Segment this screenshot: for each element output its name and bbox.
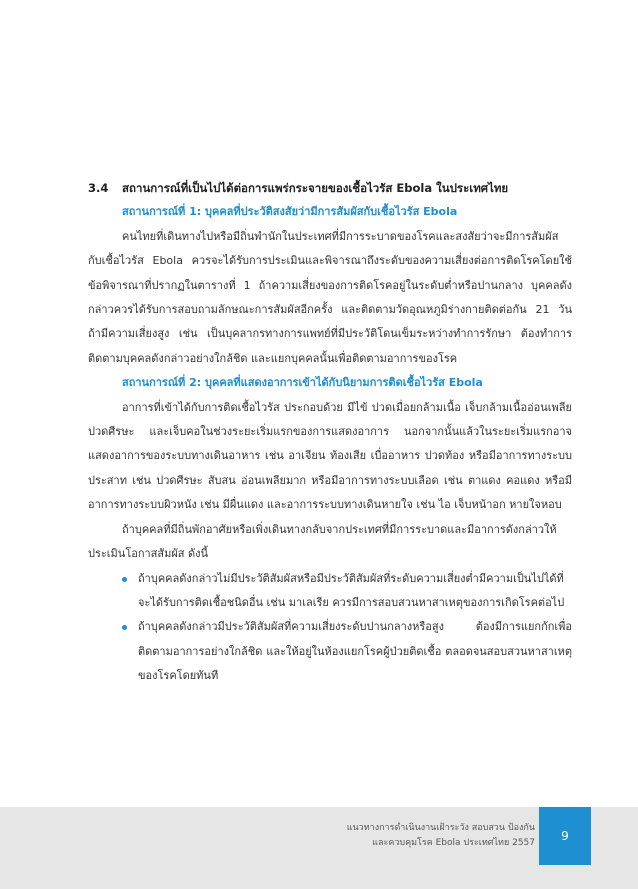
page-number: 9: [539, 807, 591, 865]
scenario-2-paragraph: อาการที่เข้าได้กับการติดเชื้อไวรัส ประกอบด้วย มีไข้ ปวดเมื่อยกล้ามเนื้อ เจ็บกล้ามเนื้ออ่อนเพลีย ปวดศีรษะ และเจ็บคอในช่วงระยะเริ่มแรกของการแสดงอาการ นอกจากนั้นแล้วในระยะเริ่มแรกอาจแสดงอาการของระบบทางเดินอาหาร เช่น อาเจียน ท้องเสีย เบื่ออาหาร ปวดท้อง หรือมีอาการทางระบบประสาท เช่น ปวดศีรษะ สับสน อ่อนเพลียมาก หรือมีอาการทางระบบเลือด เช่น ตาแดง คอแดง หรือมีอาการทางระบบผิวหนัง เช่น มีผื่นแดง และอาการระบบทางเดินหายใจ เช่น ไอ เจ็บหน้าอก หายใจหอบ: [88, 400, 572, 512]
scenario-2-title: สถานการณ์ที่ 2: บุคคลที่แสดงอาการเข้าได้กับนิยามการติดเชื้อไวรัส Ebola: [122, 376, 483, 390]
section-title: สถานการณ์ที่เป็นไปได้ต่อการแพร่กระจายของเชื้อไวรัส Ebola ในประเทศไทย: [122, 181, 509, 195]
scenario-2-intro: ถ้าบุคคลที่มีถิ่นพักอาศัยหรือเพิ่งเดินทางกลับจากประเทศที่มีการระบาดและมีอาการดังกล่าวให้ประเมินโอกาสสัมผัส ดังนี้: [88, 522, 557, 561]
scenario-1-paragraph: คนไทยที่เดินทางไปหรือมีถิ่นพำนักในประเทศที่มีการระบาดของโรคและสงสัยว่าจะมีการสัมผัสกับเชื้อไวรัส Ebola ควรจะได้รับการประเมินและพิจารณาถึงระดับของความเสี่ยงต่อการติดโรคโดยใช้ข้อพิจารณาที่ปรากฏในตารางที่ 1 ถ้าความเสี่ยงของการติดโรคอยู่ในระดับต่ำหรือปานกลาง บุคคลดังกล่าวควรได้รับการสอบถามลักษณะการสัมผัสอีกครั้ง และติดตามวัดอุณหภูมิร่างกายติดต่อกัน 21 วัน ถ้ามีความเสี่ยงสูง เช่น เป็นบุคลากรทางการแพทย์ที่มีประวัติโดนเข็มระหว่างทำการรักษา ต้องทำการติดตามบุคคลดังกล่าวอย่างใกล้ชิด และแยกบุคคลนั้นเพื่อติดตามอาการของโรค: [88, 229, 572, 365]
footer-line-1: แนวทางการดำเนินงานเฝ้าระวัง สอบสวน ป้องกัน: [346, 823, 535, 833]
section-heading: [88, 176, 572, 200]
assessment-list: [88, 567, 572, 689]
main-content: [88, 176, 572, 689]
footer-line-2: และควบคุมโรค Ebola ประเทศไทย 2557: [372, 838, 535, 848]
list-item-text: ถ้าบุคคลดังกล่าวมีประวัติสัมผัสที่ความเสี่ยงระดับปานกลางหรือสูง ต้องมีการแยกกักเพื่อติดตามอาการอย่างใกล้ชิด และให้อยู่ในห้องแยกโรคผู้ป่วยติดเชื้อ ตลอดจนสอบสวนหาสาเหตุของโรคโดยทันที: [138, 620, 572, 683]
bullet-icon: [122, 577, 127, 582]
list-item: [122, 615, 572, 688]
list-item-text: ถ้าบุคคลดังกล่าวไม่มีประวัติสัมผัสหรือมีประวัติสัมผัสที่ระดับความเสี่ยงต่ำมีความเป็นไปได้ที่จะได้รับการติดเชื้อชนิดอื่น เช่น มาเลเรีย ควรมีการสอบสวนหาสาเหตุของการเกิดโรคต่อไป: [138, 571, 565, 609]
footer-title: [347, 821, 535, 851]
list-item: [122, 567, 572, 616]
scenario-1-title: สถานการณ์ที่ 1: บุคคลที่ประวัติสงสัยว่ามีการสัมผัสกับเชื้อไวรัส Ebola: [122, 205, 458, 219]
section-number: 3.4: [88, 181, 109, 195]
bullet-icon: [122, 625, 127, 630]
